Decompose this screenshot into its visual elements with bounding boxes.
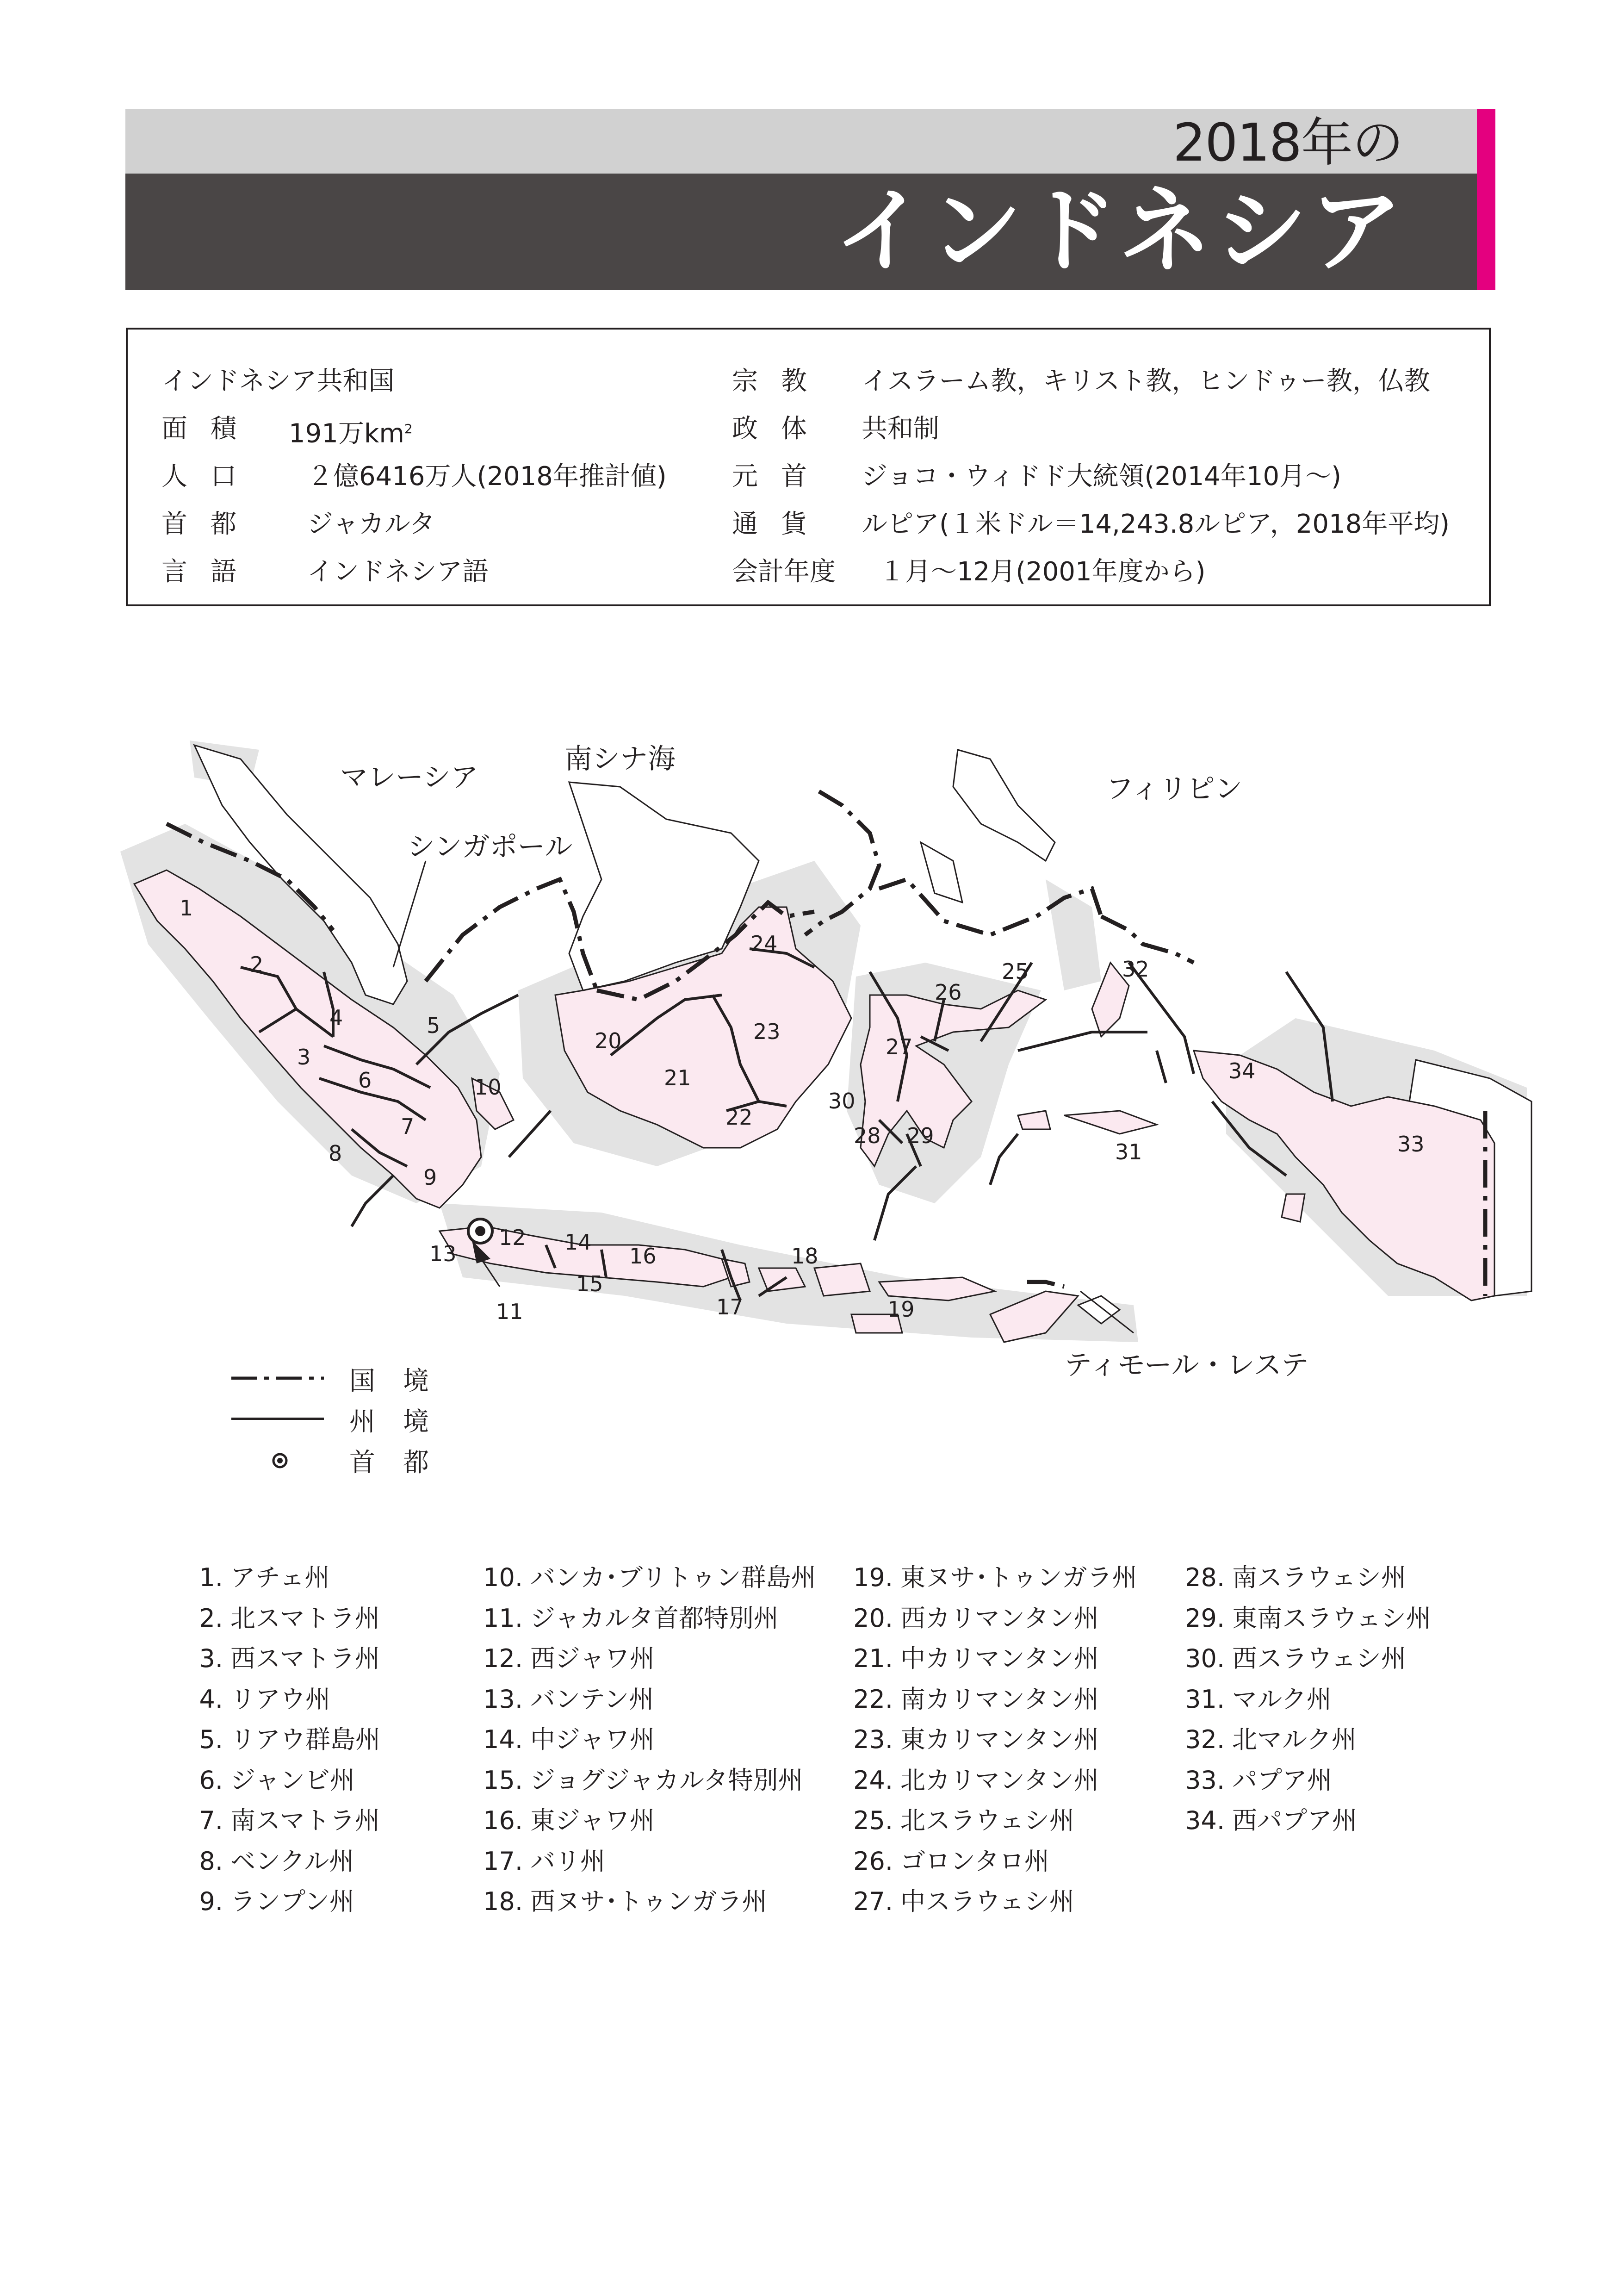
province-number: 1 [180,896,193,921]
province-number-label: 19. [853,1563,893,1592]
province-name-label: 北スマトラ州 [230,1603,380,1633]
province-number-label: 26. [853,1846,893,1876]
province-number: 3 [297,1045,311,1070]
seram-island [1064,1111,1157,1134]
province-number-label: 13. [483,1684,523,1714]
solid-line-icon [231,1418,324,1420]
province-name-label: 北スラウェシ州 [900,1806,1074,1835]
label-timor-leste: ティモール・レステ [1064,1349,1309,1381]
province-number: 33 [1397,1132,1425,1157]
province-name-label: バリ州 [530,1846,605,1876]
province-number: 20 [595,1028,622,1053]
province-number: 32 [1122,957,1149,982]
capital-marker-icon [271,1451,289,1470]
province-number-label: 29. [1185,1603,1225,1633]
aru-island [1282,1194,1305,1222]
label-south-china-sea: 南シナ海 [564,743,676,775]
province-number-label: 10. [483,1563,523,1592]
province-number-label: 25. [853,1806,893,1835]
province-number: 12 [499,1225,526,1250]
province-name-label: 南スマトラ州 [230,1806,380,1835]
province-number: 25 [1002,959,1029,984]
province-number: 4 [329,1005,343,1030]
province-number-label: 11. [483,1603,523,1633]
province-name-label: リアウ州 [230,1684,330,1714]
province-number-label: 27. [853,1887,893,1916]
province-name-label: 北マルク州 [1232,1725,1357,1754]
page-subtitle: 2018年の [1172,113,1403,173]
province-number-label: 20. [853,1603,893,1633]
province-name-label: 東カリマンタン州 [900,1725,1099,1754]
province-name-label: アチェ州 [230,1563,330,1592]
legend-national-border [231,1358,509,1400]
province-name-label: 西ジャワ州 [530,1644,655,1673]
population-label: 人口 [161,461,260,492]
province-number-label: 24. [853,1765,893,1795]
province-name-label: ジャカルタ首都特別州 [530,1603,779,1633]
area-superscript: 2 [404,421,413,436]
province-name-label: 西ヌサ･トゥンガラ州 [530,1887,767,1916]
province-number-label: 17. [483,1846,523,1876]
province-number: 15 [576,1271,603,1296]
legend-capital-label: 首都 [349,1448,457,1478]
area-label: 面積 [161,414,260,444]
religion-label: 宗教 [732,366,830,396]
province-number: 24 [750,931,778,956]
head-of-state-label: 元首 [732,461,830,492]
province-number: 18 [791,1244,818,1269]
language-value: インドネシア語 [307,557,489,587]
province-name-label: 中カリマンタン州 [900,1644,1099,1673]
dash-dot-line-icon [231,1376,324,1380]
province-number-label: 3. [199,1644,223,1673]
province-number-label: 14. [483,1725,523,1754]
sumbawa-island [814,1263,870,1296]
province-name-label: ジャンビ州 [230,1765,355,1795]
province-number: 10 [474,1075,502,1100]
province-name-label: 西スマトラ州 [230,1644,380,1673]
fiscal-year-label: 会計年度 [732,557,836,587]
province-number: 9 [423,1165,437,1190]
province-name-label: パプア州 [1232,1765,1332,1795]
province-name-label: 東ジャワ州 [530,1806,655,1835]
province-number: 28 [854,1123,881,1148]
province-number-label: 23. [853,1725,893,1754]
province-name-label: ランプン州 [230,1887,354,1916]
province-number: 16 [629,1244,657,1269]
province-number: 14 [564,1230,592,1255]
province-number: 11 [496,1299,523,1324]
province-number: 17 [716,1294,744,1319]
religion-value: イスラーム教，キリスト教，ヒンドゥー教，仏教 [862,366,1430,396]
province-number-label: 6. [199,1765,223,1795]
province-number-label: 4. [199,1684,223,1714]
province-number: 22 [725,1105,753,1130]
province-name-label: ジョグジャカルタ特別州 [530,1765,803,1795]
province-number: 27 [886,1034,913,1059]
currency-label: 通貨 [732,509,830,539]
province-number: 6 [358,1068,372,1093]
province-name-label: 南スラウェシ州 [1232,1563,1406,1592]
province-name-label: 東南スラウェシ州 [1232,1603,1431,1633]
fiscal-year-value: １月〜12月(2001年度から) [879,557,1206,587]
province-number-label: 33. [1185,1765,1225,1795]
population-value: ２億6416万人(2018年推計値) [307,461,667,492]
language-label: 言語 [161,557,260,587]
government-label: 政体 [732,414,830,444]
province-number-label: 22. [853,1684,893,1714]
label-singapore: シンガポール [407,831,573,863]
official-name-value: インドネシア共和国 [161,366,395,396]
province-name-label: 西カリマンタン州 [900,1603,1099,1633]
legend-province-border-label: 州境 [349,1407,457,1437]
head-of-state-value: ジョコ・ウィドド大統領(2014年10月〜) [862,461,1341,492]
government-value: 共和制 [862,414,939,444]
province-number: 8 [329,1141,342,1166]
province-number: 19 [887,1297,915,1322]
province-number-label: 34. [1185,1806,1225,1835]
province-name-label: 南カリマンタン州 [900,1684,1099,1714]
province-number-label: 31. [1185,1684,1225,1714]
legend-capital [231,1440,509,1481]
province-number: 7 [401,1114,415,1139]
province-number-label: 9. [199,1887,223,1916]
province-number: 13 [429,1241,457,1266]
province-name-label: ゴロンタロ州 [900,1846,1049,1876]
province-number: 34 [1228,1058,1256,1083]
province-name-label: 中ジャワ州 [530,1725,655,1754]
area-value: 191万$km^2$ [289,418,413,449]
province-name-label: マルク州 [1232,1684,1332,1714]
province-number: 26 [935,980,962,1005]
province-number: 5 [427,1013,440,1038]
province-name-label: 東ヌサ･トゥンガラ州 [900,1563,1137,1592]
currency-value: ルピア(１米ドル＝14,243.8ルピア，2018年平均) [862,509,1450,539]
province-number: 29 [907,1123,934,1148]
province-name-label: 中スラウェシ州 [900,1887,1074,1916]
province-number: 21 [664,1065,691,1090]
province-number-label: 7. [199,1806,223,1835]
province-number-label: 5. [199,1725,223,1754]
province-number-label: 16. [483,1806,523,1835]
province-number-label: 18. [483,1887,523,1916]
capital-value: ジャカルタ [307,509,435,539]
province-number: 31 [1115,1139,1142,1164]
label-philippines: フィリピン [1106,773,1243,805]
capital-label: 首都 [161,509,260,539]
province-number-label: 1. [199,1563,223,1592]
province-number-label: 28. [1185,1563,1225,1592]
province-number: 23 [753,1019,781,1044]
province-number-label: 30. [1185,1644,1225,1673]
province-number-label: 32. [1185,1725,1225,1754]
province-name-label: リアウ群島州 [230,1725,380,1754]
province-number-label: 8. [199,1846,223,1876]
province-name-label: 西スラウェシ州 [1232,1644,1406,1673]
province-number-label: 12. [483,1644,523,1673]
province-name-label: バンカ･ブリトゥン群島州 [530,1563,816,1592]
province-number-label: 15. [483,1765,523,1795]
label-malaysia: マレーシア [340,761,478,794]
province-number-label: 21. [853,1644,893,1673]
buru-island [1018,1111,1050,1129]
province-name-label: 北カリマンタン州 [900,1765,1099,1795]
province-name-label: バンテン州 [530,1684,654,1714]
legend-province-border [231,1399,509,1441]
page-title: インドネシア [834,177,1405,285]
legend-national-border-label: 国境 [349,1366,457,1396]
province-number-label: 2. [199,1603,223,1633]
province-number: 2 [250,952,264,977]
province-name-label: ベンクル州 [230,1846,354,1876]
province-number: 30 [828,1089,855,1114]
province-name-label: 西パプア州 [1232,1806,1357,1835]
